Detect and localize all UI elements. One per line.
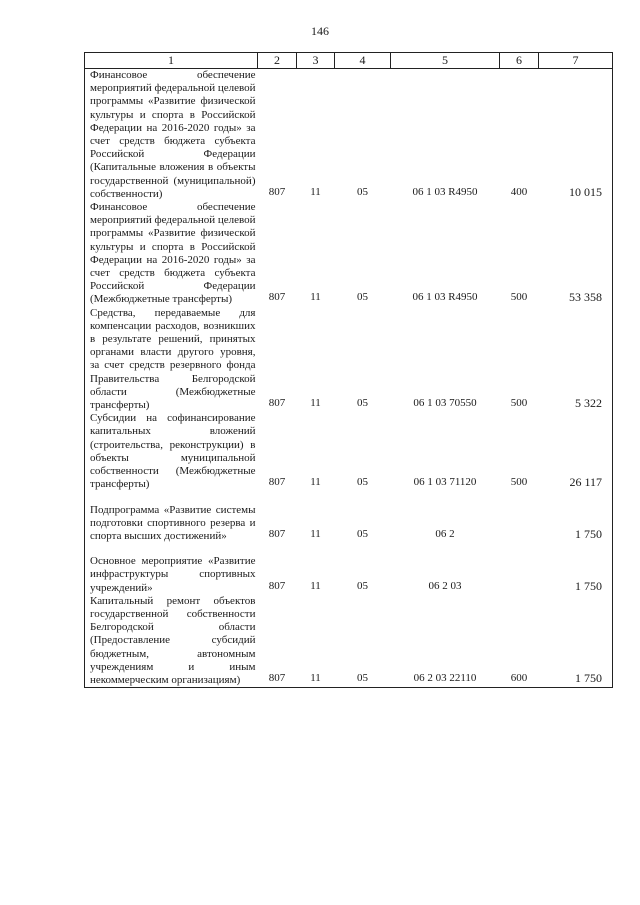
cell-section: 11 <box>310 185 321 198</box>
cell-section: 11 <box>310 397 321 410</box>
cell-target-article: 06 1 03 R4950 <box>412 185 478 198</box>
cell-admin-code: 807 <box>268 527 286 540</box>
spacer-cell <box>539 492 613 504</box>
cell-admin-code: 807 <box>268 476 286 489</box>
row-description: Финансовое обеспечение мероприятий федеральной целевой программы «Развитие физической культуры и спорта в Российской Федерации на 2016-2020 годы» за счет средств бюджета субъекта Российской Федерации (Межбюджетные трансферты) <box>85 201 258 307</box>
cell-admin-code: 807 <box>268 291 286 304</box>
cell-admin-code: 807 <box>268 579 286 592</box>
spacer-cell <box>85 492 258 504</box>
cell-section: 11 <box>310 476 321 489</box>
cell-admin-code: 807 <box>258 595 297 688</box>
cell-admin-code: 807 <box>268 185 286 198</box>
cell-admin-code: 807 <box>268 397 286 410</box>
cell-subsection: 05 <box>357 291 368 304</box>
row-spacer <box>85 543 613 555</box>
cell-section: 11 <box>310 579 321 592</box>
cell-target-article: 06 2 <box>435 527 455 540</box>
cell-amount: 1 750 <box>539 504 613 544</box>
page-number: 146 <box>311 24 329 38</box>
column-header-6: 6 <box>500 53 539 69</box>
row-description: Капитальный ремонт объектов государственной собственности Белгородской области (Предоставление субсидий бюджетным, автономным учреждениям и иным некоммерческим организациям) <box>85 595 258 688</box>
cell-target-article: 06 2 03 22110 <box>391 595 500 688</box>
spacer-cell <box>539 543 613 555</box>
row-description: Финансовое обеспечение мероприятий федеральной целевой программы «Развитие физической культуры и спорта в Российской Федерации на 2016-2020 годы» за счет средств бюджета субъекта Российской Федерации (Капитальные вложения в объекты государственной (муниципальной) собственности) <box>85 69 258 202</box>
cell-subsection: 05 <box>357 527 368 540</box>
cell-subsection: 05 <box>357 579 368 592</box>
cell-expense-type: 500 <box>510 476 528 489</box>
cell-amount: 5 322 <box>539 307 613 413</box>
cell-expense-type: 600 <box>500 595 539 688</box>
cell-subsection: 05 <box>335 595 391 688</box>
table-row <box>85 69 613 202</box>
row-description: Средства, передаваемые для компенсации расходов, возникших в результате решений, принятых органами власти другого уровня, за счет средств резервного фонда Правительства Белгородской области (Межбюджетные трансферты) <box>85 307 258 413</box>
cell-target-article: 06 1 03 71120 <box>413 476 477 489</box>
table-row <box>85 201 613 307</box>
table-row <box>85 307 613 413</box>
column-header-7: 7 <box>539 53 613 69</box>
column-header-5: 5 <box>391 53 500 69</box>
cell-section: 11 <box>310 291 321 304</box>
budget-table <box>84 52 613 688</box>
row-description: Субсидии на софинансирование капитальных вложений (строительства, реконструкции) в объекты муниципальной собственности (Межбюджетные трансферты) <box>85 412 258 491</box>
row-spacer <box>85 492 613 504</box>
cell-subsection: 05 <box>357 476 368 489</box>
cell-target-article: 06 1 03 70550 <box>413 397 477 410</box>
row-description: Основное мероприятие «Развитие инфраструктуры спортивных учреждений» <box>85 555 258 595</box>
cell-amount: 53 358 <box>539 201 613 307</box>
cell-expense-type <box>500 555 539 595</box>
cell-amount: 10 015 <box>539 69 613 202</box>
cell-subsection: 05 <box>357 185 368 198</box>
cell-expense-type: 400 <box>510 185 528 198</box>
table-row <box>85 504 613 544</box>
cell-amount: 1 750 <box>539 595 613 688</box>
table-row <box>85 595 613 688</box>
cell-section: 11 <box>310 527 321 540</box>
cell-section: 11 <box>297 595 335 688</box>
column-header-1: 1 <box>85 53 258 69</box>
cell-expense-type: 500 <box>510 291 528 304</box>
cell-target-article: 06 2 03 <box>428 579 462 592</box>
spacer-cell <box>85 543 258 555</box>
cell-amount: 26 117 <box>539 412 613 491</box>
table-header-row <box>85 53 613 69</box>
cell-amount: 1 750 <box>539 555 613 595</box>
column-header-2: 2 <box>258 53 297 69</box>
cell-expense-type: 500 <box>510 397 528 410</box>
table-row <box>85 555 613 595</box>
table-row <box>85 412 613 491</box>
cell-subsection: 05 <box>357 397 368 410</box>
cell-expense-type <box>500 504 539 544</box>
column-header-3: 3 <box>297 53 335 69</box>
column-header-4: 4 <box>335 53 391 69</box>
cell-target-article: 06 1 03 R4950 <box>412 291 478 304</box>
row-description: Подпрограмма «Развитие системы подготовки спортивного резерва и спорта высших достижений» <box>85 504 258 544</box>
